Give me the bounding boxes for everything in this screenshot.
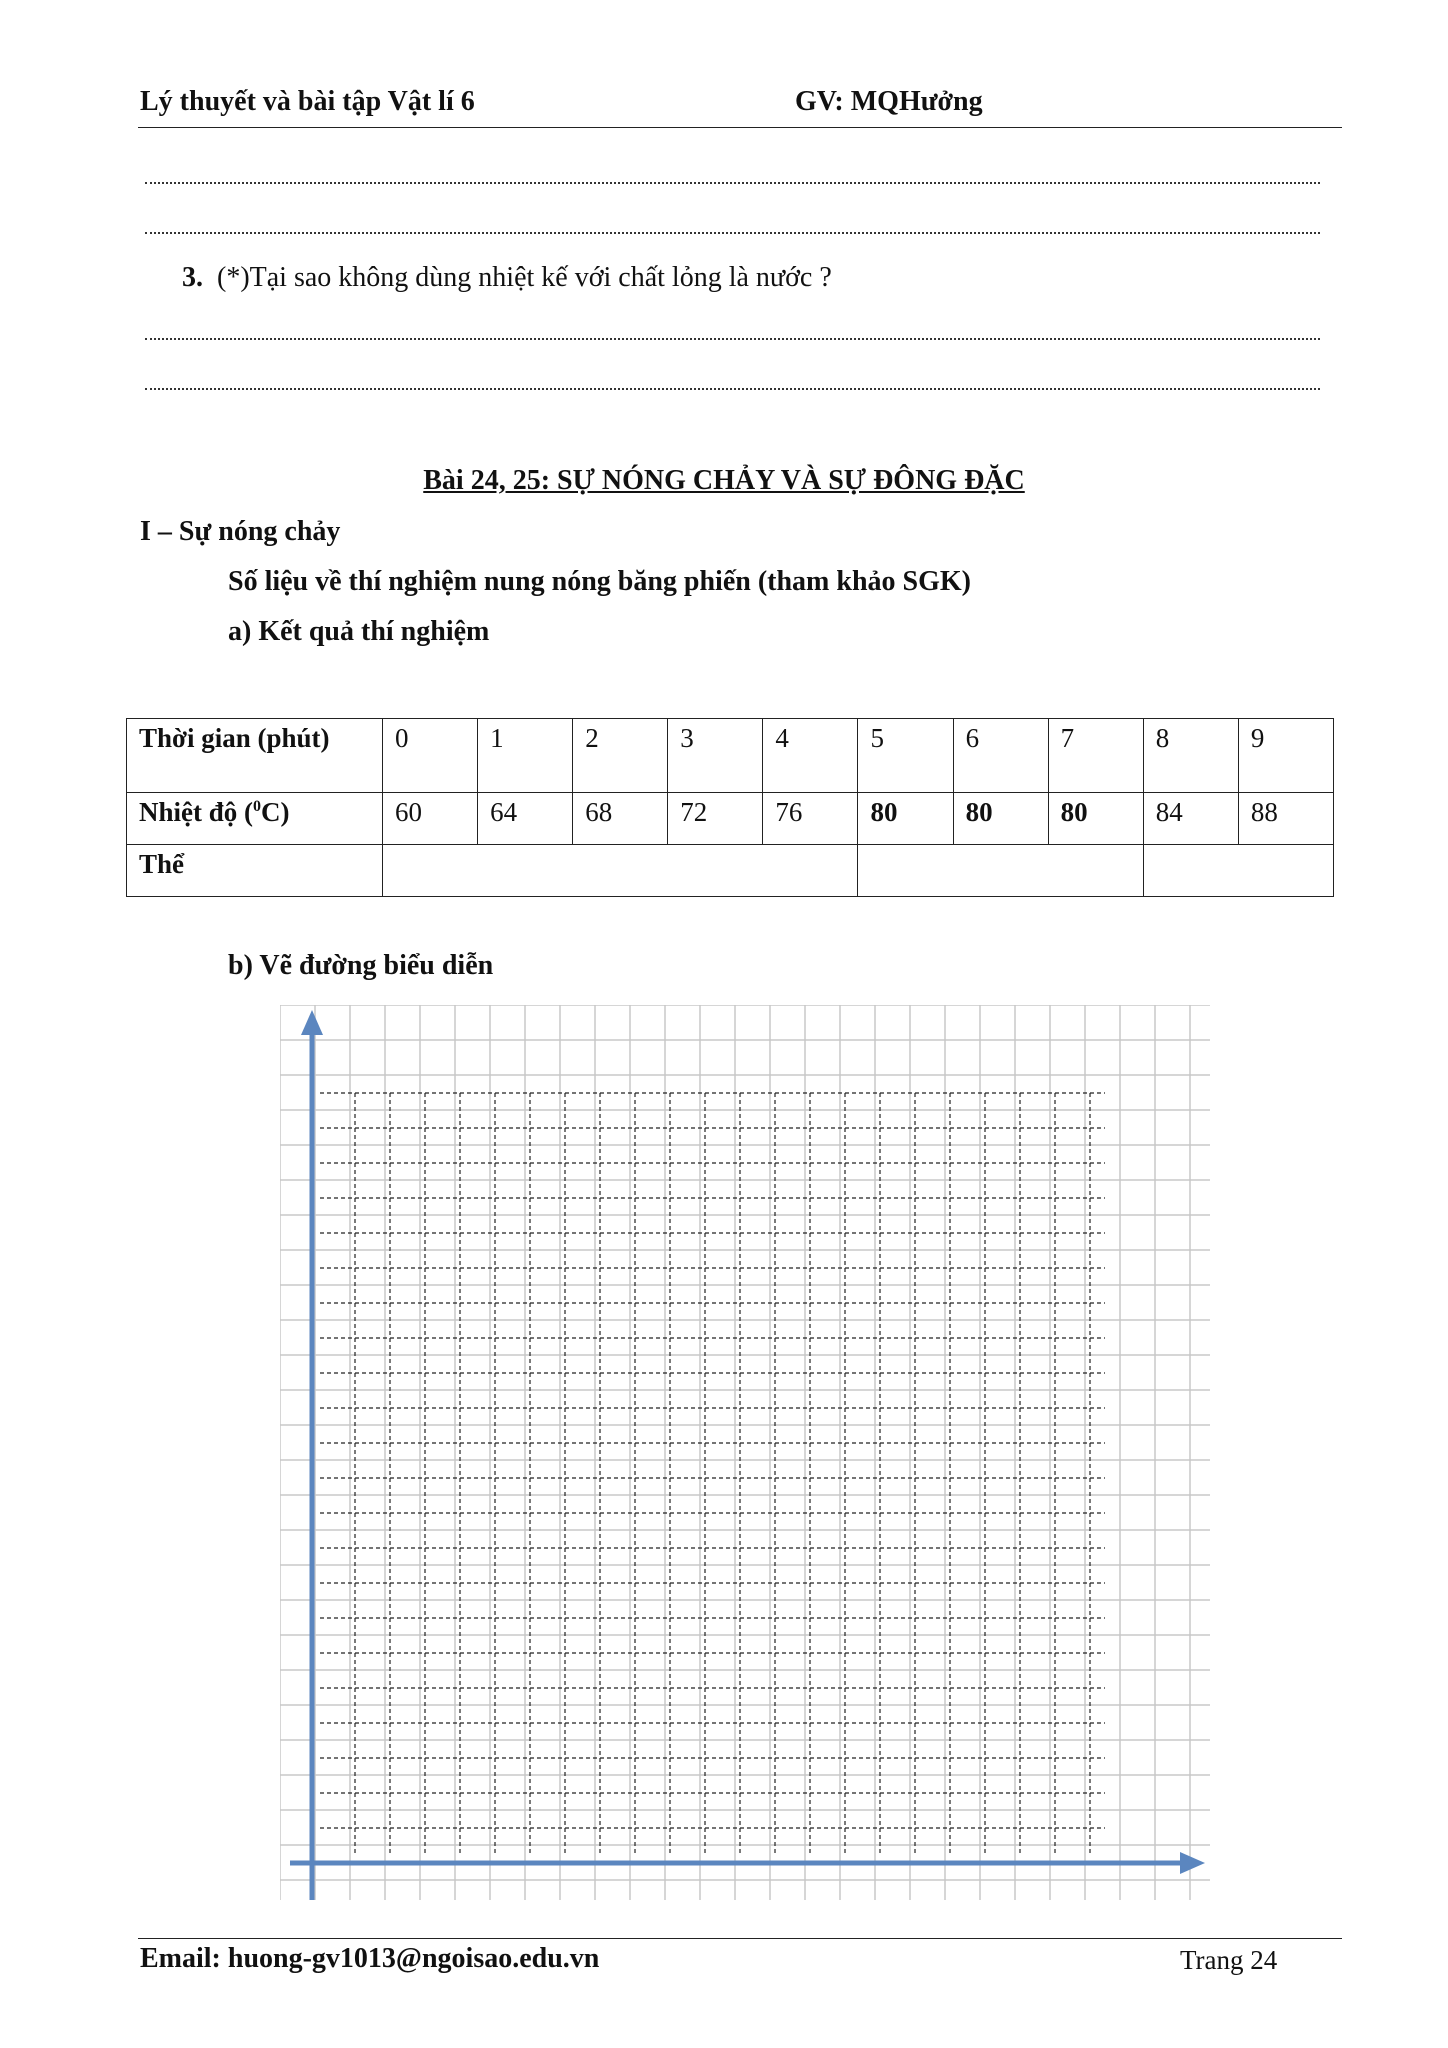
temp-cell: 60: [383, 793, 478, 845]
temp-cell: 64: [478, 793, 573, 845]
intro-text: Số liệu về thí nghiệm nung nóng băng phiến (tham khảo SGK): [228, 566, 971, 597]
temp-cell: 80: [858, 793, 953, 845]
question-text: (*)Tại sao không dùng nhiệt kế với chất lỏng là nước ?: [217, 262, 832, 293]
page-header: [140, 86, 1340, 128]
answer-line: [145, 232, 1320, 234]
temp-cell: 72: [668, 793, 763, 845]
temp-cell: 80: [953, 793, 1048, 845]
section-heading: I – Sự nóng chảy: [140, 516, 341, 547]
part-a-heading: a) Kết quả thí nghiệm: [228, 616, 490, 647]
answer-line: [145, 388, 1320, 390]
state-cell-solid-phase: [383, 845, 858, 897]
time-cell: 9: [1238, 719, 1333, 793]
row-label-state: Thể: [127, 845, 383, 897]
footer-email: Email: huong-gv1013@ngoisao.edu.vn: [140, 1943, 600, 1974]
temp-cell: 88: [1238, 793, 1333, 845]
footer-rule: [138, 1938, 1342, 1939]
temp-label-prefix: Nhiệt độ (: [139, 797, 253, 827]
time-cell: 4: [763, 719, 858, 793]
graph-axes: [290, 1010, 1205, 1900]
time-cell: 0: [383, 719, 478, 793]
table-row-state: [127, 845, 1334, 897]
header-book-title: Lý thuyết và bài tập Vật lí 6: [140, 86, 475, 117]
time-cell: 8: [1143, 719, 1238, 793]
row-label-time: Thời gian (phút): [127, 719, 383, 793]
header-teacher: GV: MQHưởng: [795, 86, 983, 117]
time-cell: 2: [573, 719, 668, 793]
time-cell: 6: [953, 719, 1048, 793]
table-row-time: [127, 719, 1334, 793]
time-cell: 3: [668, 719, 763, 793]
x-axis-arrow-icon: [1180, 1852, 1205, 1874]
part-b-heading: b) Vẽ đường biểu diễn: [228, 950, 494, 981]
temp-cell: 80: [1048, 793, 1143, 845]
blank-graph-grid: [280, 1005, 1220, 1905]
temp-cell: 84: [1143, 793, 1238, 845]
temp-cell: 76: [763, 793, 858, 845]
time-cell: 7: [1048, 719, 1143, 793]
state-cell-melting-phase: [858, 845, 1143, 897]
time-cell: 1: [478, 719, 573, 793]
temp-cell: 68: [573, 793, 668, 845]
row-label-temperature: [127, 793, 383, 845]
table-row-temperature: [127, 793, 1334, 845]
answer-line: [145, 182, 1320, 184]
time-cell: 5: [858, 719, 953, 793]
y-axis-arrow-icon: [301, 1010, 323, 1035]
background-grid: [280, 1005, 1210, 1900]
temp-label-suffix: C): [261, 797, 290, 827]
degree-superscript: 0: [253, 798, 261, 815]
question-3: [182, 262, 832, 294]
lesson-title: Bài 24, 25: SỰ NÓNG CHẢY VÀ SỰ ĐÔNG ĐẶC: [423, 465, 1025, 496]
state-cell-liquid-phase: [1143, 845, 1333, 897]
answer-line: [145, 338, 1320, 340]
results-table: [126, 718, 1334, 897]
header-rule: [138, 127, 1342, 128]
footer-page-number: Trang 24: [1180, 1945, 1278, 1975]
question-number: 3.: [182, 262, 203, 293]
